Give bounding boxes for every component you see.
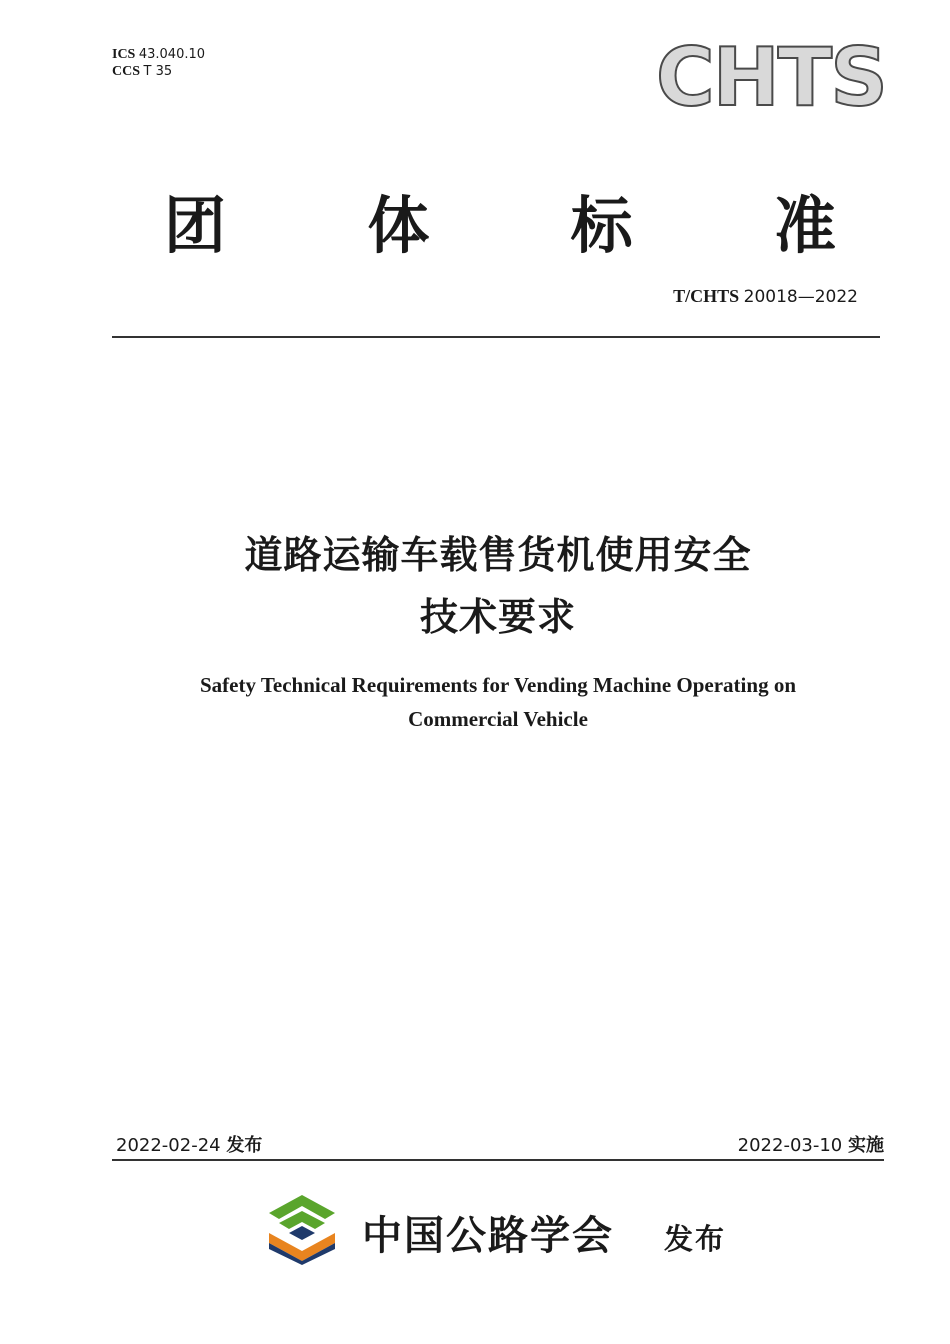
issue-date — [116, 1131, 262, 1157]
issue-date-value: 2022-02-24 — [116, 1135, 221, 1156]
standard-number-prefix: T/CHTS — [673, 286, 740, 306]
standard-number-value: 20018—2022 — [743, 287, 858, 307]
standard-number — [673, 286, 858, 307]
top-divider — [112, 336, 880, 338]
ccs-label: CCS — [112, 64, 141, 79]
ics-label: ICS — [112, 47, 136, 62]
standard-type-char: 标 — [570, 189, 633, 262]
ics-line — [112, 46, 205, 63]
society-logo-icon — [267, 1193, 337, 1267]
chts-brand-logo: CHTS — [656, 31, 886, 124]
standard-type-char: 体 — [367, 189, 430, 262]
implement-date-value: 2022-03-10 — [737, 1135, 843, 1156]
title-en-line1: Safety Technical Requirements for Vending Machine Operating on — [199, 673, 796, 697]
publish-label: 发布 — [664, 1222, 727, 1256]
standard-type-char: 准 — [773, 189, 836, 262]
ccs-line — [112, 63, 205, 80]
title-zh-line1: 道路运输车载售货机使用安全 — [244, 533, 752, 577]
publisher-name: 中国公路学会 — [362, 1213, 614, 1259]
ics-code: 43.040.10 — [138, 47, 206, 62]
standard-type-heading — [150, 176, 850, 262]
implement-date — [738, 1131, 884, 1157]
ccs-code: T 35 — [143, 64, 173, 79]
title-en-line2: Commercial Vehicle — [408, 707, 588, 731]
title-zh-line2: 技术要求 — [419, 595, 576, 639]
standard-type-char: 团 — [163, 189, 226, 262]
bottom-divider — [112, 1159, 884, 1161]
issue-date-label: 发布 — [226, 1135, 263, 1156]
classification-codes — [112, 46, 205, 80]
implement-date-label: 实施 — [848, 1135, 884, 1156]
